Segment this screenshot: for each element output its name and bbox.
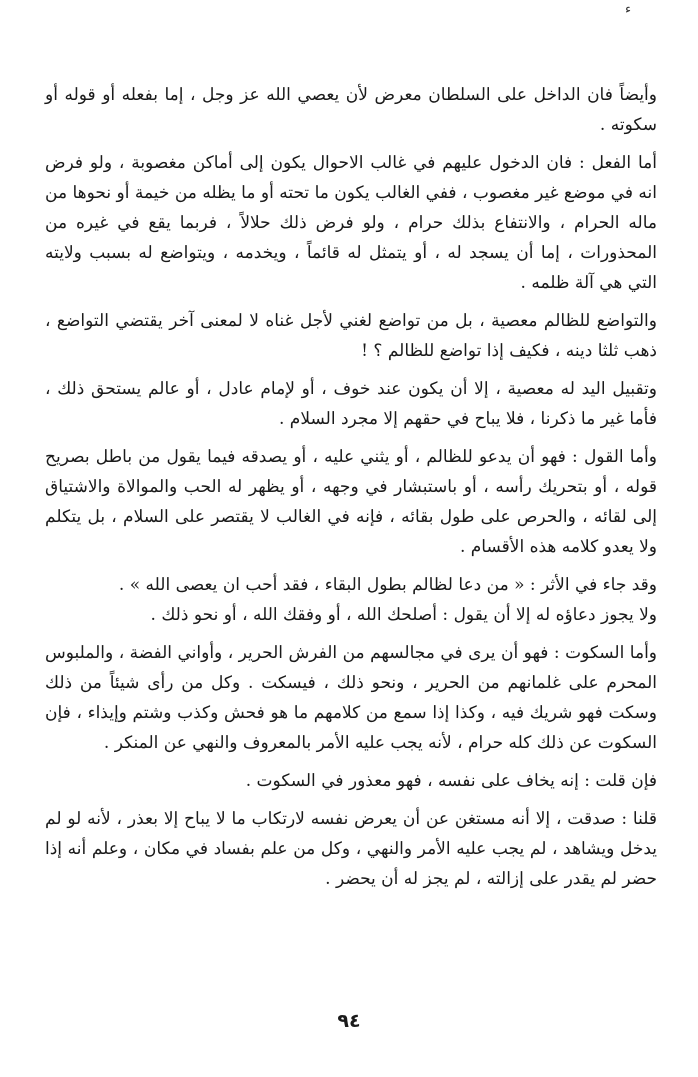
paragraph-deed: أما الفعل : فان الدخول عليهم في غالب الاحوال يكون إلى أماكن مغصوبة ، ولو فرض انه في موضع غير مغصوب ، ففي الغالب يكون ما تحته أو ما يظله من خيمة أو نحوها من ماله الحرام ، والانتفاع بذلك حرام ، ولو فرض ذلك حلالاً ، فربما يقع في غيره من المحذورات ، إما أن يسجد له ، أو يتمثل له قائماً ، ويخدمه ، ويتواضع له بسبب ولايته التي هي آلة ظلمه . <box>45 153 657 293</box>
paragraph-reply: قلنا : صدقت ، إلا أنه مستغن عن أن يعرض نفسه لارتكاب ما لا يباح إلا بعذر ، لأنه لو لم يدخل ويشاهد ، لم يجب عليه الأمر والنهي ، وكل من علم بفساد في مكان ، وعلم أنه إذا حضر لم يقدر على إزالته ، لم يجز له أن يحضر . <box>45 809 657 889</box>
paragraph-silence: وأما السكوت : فهو أن يرى في مجالسهم من الفرش الحرير ، وأواني الفضة ، والملبوس المحرم على غلمانهم من الحرير ، ونحو ذلك ، فيسكت . وكل من رأى شيئاً من ذلك وسكت فهو شريك فيه ، وكذا إذا سمع من كلامهم ما هو فحش وكذب وشتم وإيذاء ، فإن السكوت عن ذلك كله حرام ، لأنه يجب عليه الأمر بالمعروف والنهي عن المنكر . <box>45 643 657 753</box>
page-body <box>45 80 657 902</box>
paragraph-supplication: ولا يجوز دعاؤه له إلا أن يقول : أصلحك الله ، أو وفقك الله ، أو نحو ذلك . <box>150 605 657 625</box>
page-number: ٩٤ <box>337 1010 361 1032</box>
paragraph-speech: وأما القول : فهو أن يدعو للظالم ، أو يثني عليه ، أو يصدقه فيما يقول من باطل بصريح قوله ، أو بتحريك رأسه ، أو باستبشار في وجهه ، أو يظهر له الحب والموالاة والاشتياق إلى لقائه ، والحرص على طول بقائه ، فإنه في الغالب لا يقتصر على السلام ، بل يتكلم ولا يعدو كلامه هذه الأقسام . <box>45 447 657 557</box>
paragraph-kissing-hand: وتقبيل اليد له معصية ، إلا أن يكون عند خوف ، أو لإمام عادل ، أو عالم يستحق ذلك ، فأما غير ما ذكرنا ، فلا يباح في حقهم إلا مجرد السلام . <box>45 379 657 429</box>
corner-mark: ﺀ <box>625 2 632 17</box>
paragraph-entering-sultan: وأيضاً فان الداخل على السلطان معرض لأن يعصي الله عز وجل ، إما بفعله أو قوله أو سكوته . <box>45 85 657 135</box>
paragraph-objection: فإن قلت : إنه يخاف على نفسه ، فهو معذور في السكوت . <box>245 771 657 791</box>
paragraph-humility: والتواضع للظالم معصية ، بل من تواضع لغني لأجل غناه لا لمعنى آخر يقتضي التواضع ، ذهب ثلثا دينه ، فكيف إذا تواضع للظالم ؟ ! <box>45 311 657 361</box>
paragraph-athar: وقد جاء في الأثر : « من دعا لظالم بطول البقاء ، فقد أحب ان يعصى الله » . <box>118 575 657 595</box>
